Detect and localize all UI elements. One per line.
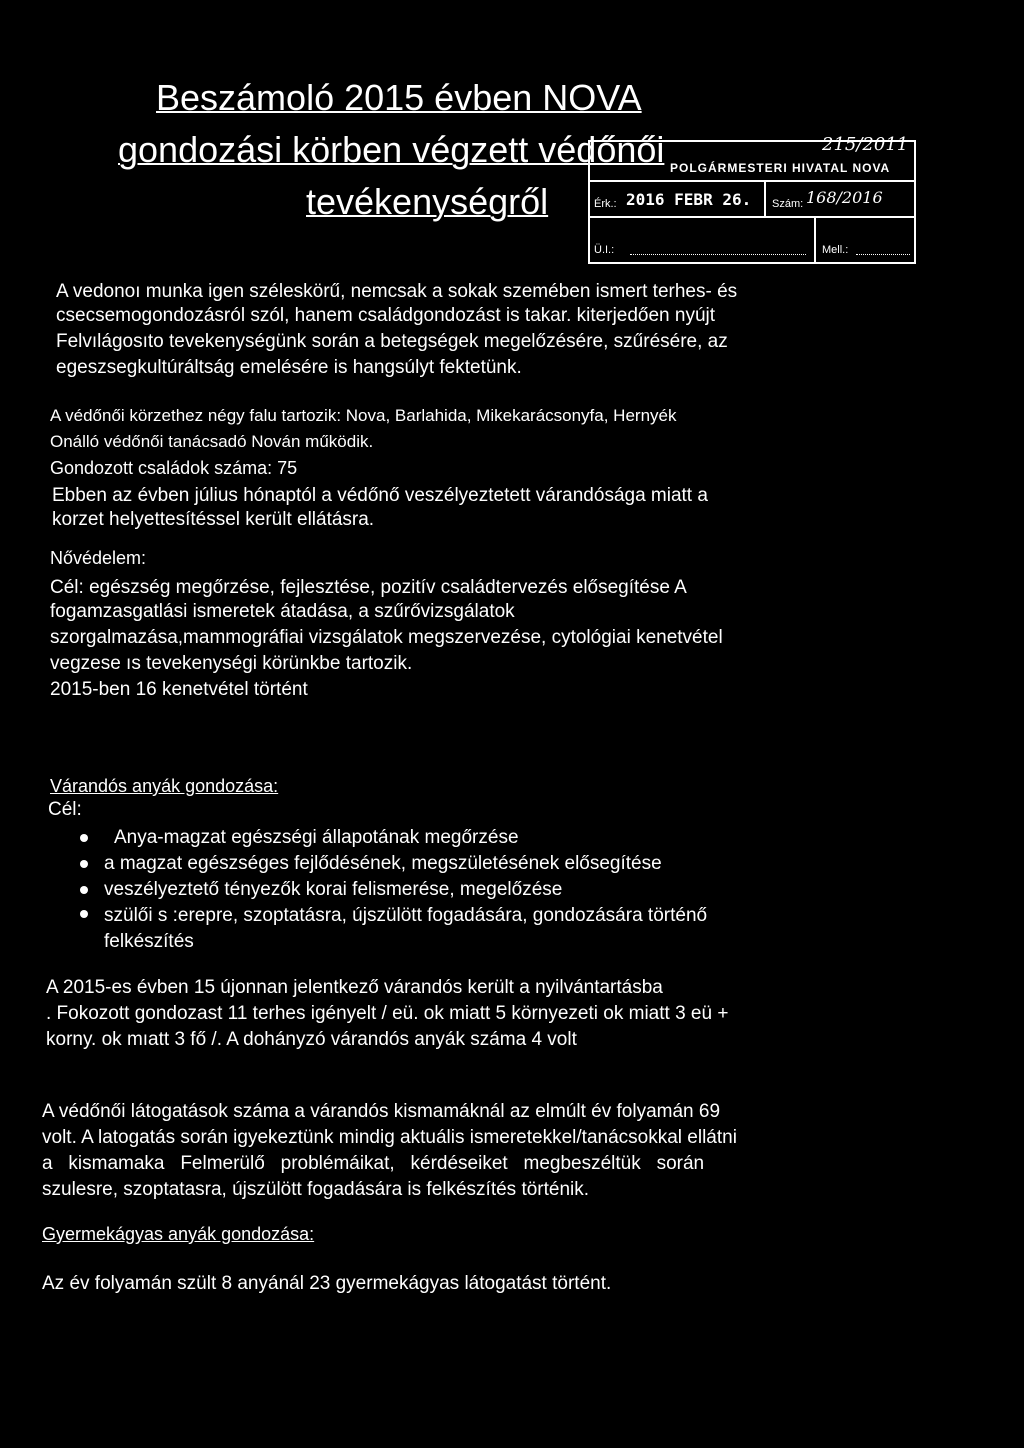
women-protection-line-5: 2015-ben 16 kenetvétel történt (50, 679, 308, 700)
women-protection-line-2: fogamzasgatlási ismeretek átadása, a szűrővizsgálatok (50, 601, 515, 622)
document-title-line-2: gondozási körben végzett védőnői (118, 129, 665, 170)
goal-item-3: veszélyeztető tényezők korai felismerése, megelőzése (104, 879, 563, 900)
stamp-ui-label: Ü.I.: (594, 244, 615, 256)
intro-line-2: csecsemogondozásról szól, hanem családgondozást is takar. kiterjedően nyújt (56, 305, 716, 326)
visits-line-1: A védőnői látogatások száma a várandós kismamáknál az elmúlt év folyamán 69 (42, 1101, 721, 1122)
goal-item-4: szülői s :erepre, szoptatásra, újszülött fogadására, gondozására történő (104, 905, 708, 926)
stamp-attachment-label: Mell.: (822, 244, 849, 256)
visits-line-4: szulesre, szoptatasra, újszülött fogadására is felkészítés történik. (42, 1179, 590, 1200)
women-protection-heading: Nővédelem: (50, 548, 147, 568)
district-line-2: Onálló védőnői tanácsadó Nován működik. (50, 432, 374, 451)
district-line-4: Ebben az évben július hónaptól a védőnő veszélyeztetett várandósága miatt a (52, 485, 708, 506)
women-protection-line-1: Cél: egészség megőrzése, fejlesztése, pozitív családtervezés elősegítése A (50, 577, 687, 598)
pregnant-stats-line-3: korny. ok mıatt 3 fő /. A dohányzó várandós anyák száma 4 volt (46, 1029, 577, 1050)
pregnant-care-goal-label: Cél: (48, 799, 82, 820)
goal-item-2: a magzat egészséges fejlődésének, megszületésének elősegítése (104, 853, 662, 874)
district-line-1: A védőnői körzethez négy falu tartozik: Nova, Barlahida, Mikekarácsonyfa, Hernyék (50, 406, 677, 425)
district-line-5: korzet helyettesítéssel került ellátásra. (52, 509, 375, 530)
document-title-line-1: Beszámoló 2015 évben NOVA (156, 77, 642, 118)
stamp-number-label: Szám: (772, 198, 804, 210)
goal-item-4-cont: felkészítés (104, 931, 194, 952)
intro-line-3: Felvılágosıto tevekenységünk során a betegségek megelőzésére, szűrésére, az (56, 331, 728, 352)
intro-line-4: egeszsegkultúráltság emelésére is hangsúlyt fektetünk. (56, 357, 522, 378)
bullet-icon (80, 910, 88, 918)
pregnant-care-heading: Várandós anyák gondozása: (50, 776, 279, 796)
families-count: Gondozott családok száma: 75 (50, 458, 298, 478)
stamp-received-date: 2016 FEBR 26. (626, 190, 752, 209)
document-title-line-3: tevékenységről (306, 181, 549, 222)
bullet-icon (80, 860, 88, 868)
pregnant-stats-line-1: A 2015-es évben 15 újonnan jelentkező várandós került a nyilvántartásba (46, 977, 663, 998)
bullet-icon (80, 886, 88, 894)
mothers-care-heading: Gyermekágyas anyák gondozása: (42, 1224, 315, 1244)
visits-line-2: volt. A latogatás során igyekeztünk mindig aktuális ismeretekkel/tanácsokkal ellátni (42, 1127, 737, 1148)
women-protection-line-4: vegzese ıs tevekenységi körünkbe tartozik. (50, 653, 413, 674)
pregnant-stats-line-2: . Fokozott gondozast 11 terhes igényelt / eü. ok miatt 5 környezeti ok miatt 3 eü + (46, 1003, 729, 1024)
stamp-office-name: POLGÁRMESTERI HIVATAL NOVA (670, 161, 891, 175)
registration-stamp (588, 140, 916, 264)
goal-item-1: Anya-magzat egészségi állapotának megőrzése (114, 827, 519, 848)
visits-line-3: a kismamaka Felmerülő problémáikat, kérdéseiket megbeszéltük során (42, 1153, 705, 1174)
women-protection-line-3: szorgalmazása,mammográfiai vizsgálatok megszervezése, cytológiai kenetvétel (50, 627, 723, 648)
stamp-handwritten-note: 215/2011 (822, 134, 909, 155)
bullet-icon (80, 834, 88, 842)
mothers-care-text: Az év folyamán szült 8 anyánál 23 gyermekágyas látogatást történt. (42, 1273, 612, 1294)
intro-line-1: A vedonoı munka igen széleskörű, nemcsak a sokak szemében ismert terhes- és (56, 281, 738, 302)
stamp-received-label: Érk.: (594, 198, 617, 210)
stamp-number-value: 168/2016 (806, 188, 883, 207)
